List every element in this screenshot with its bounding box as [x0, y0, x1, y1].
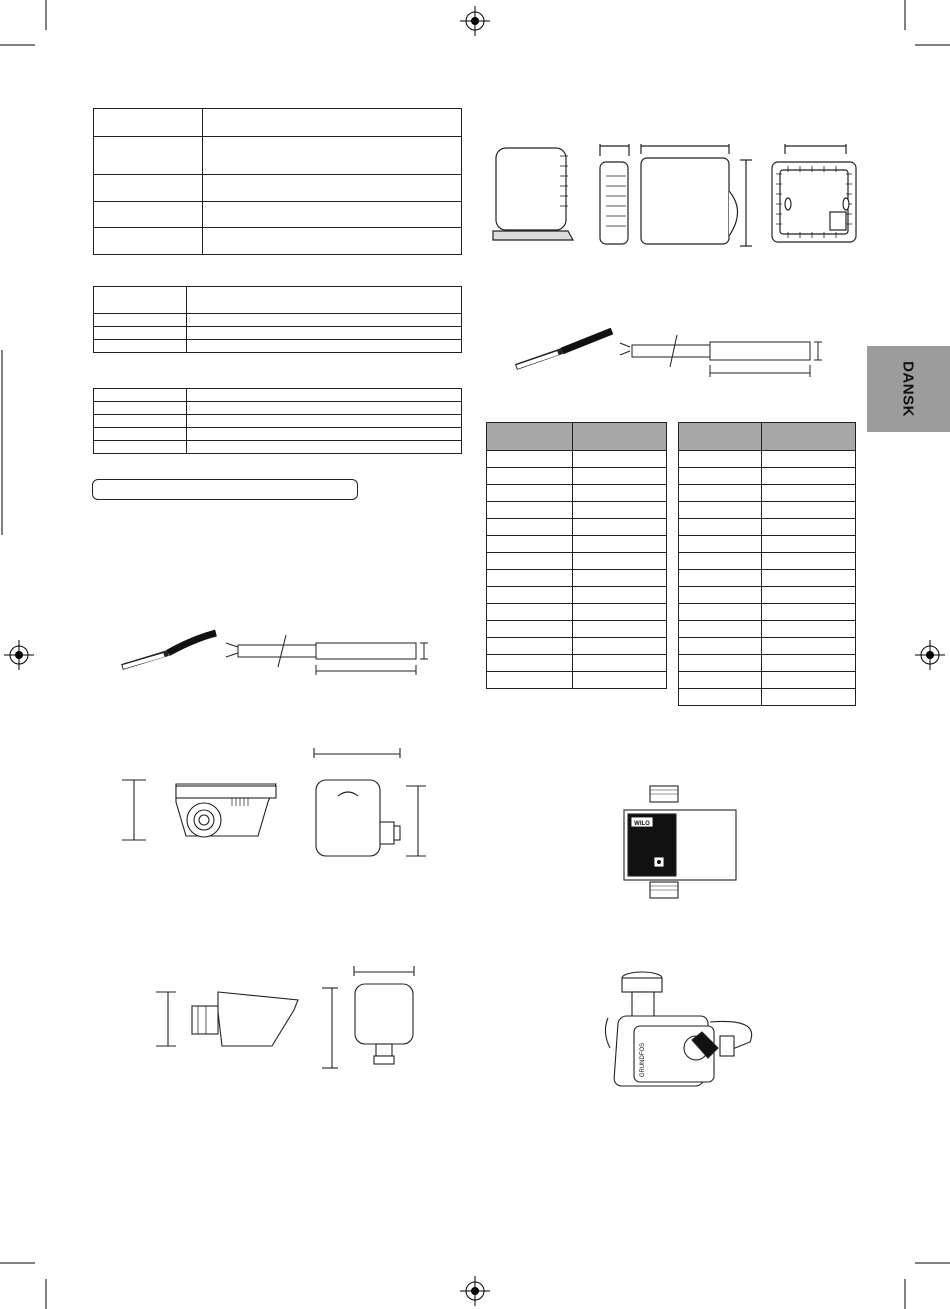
cable-sensor-drawing-right	[512, 325, 832, 385]
cable-sensor-drawing-left	[118, 625, 438, 685]
outdoor-sensor-drawing-2	[152, 962, 432, 1072]
room-sensor-drawings	[488, 136, 868, 256]
wilo-pump-drawing	[620, 782, 750, 907]
svg-text:GRUNDFOS: GRUNDFOS	[640, 1042, 646, 1078]
resistance-table-2	[678, 422, 856, 706]
grundfos-pump-drawing	[600, 966, 760, 1096]
resistance-table-1	[486, 422, 667, 689]
language-tab-label: DANSK	[899, 361, 917, 417]
spec-table-1	[93, 108, 462, 255]
language-tab	[867, 346, 950, 432]
section-heading-box	[92, 479, 358, 500]
svg-text:WILO: WILO	[634, 821, 650, 827]
registration-mark-top	[460, 6, 490, 36]
spec-table-3	[93, 388, 462, 454]
spec-table-2	[93, 286, 462, 353]
registration-mark-left	[4, 640, 34, 670]
registration-mark-right	[915, 640, 945, 670]
outdoor-sensor-drawing-1	[118, 742, 438, 862]
registration-mark-bottom	[460, 1276, 490, 1306]
